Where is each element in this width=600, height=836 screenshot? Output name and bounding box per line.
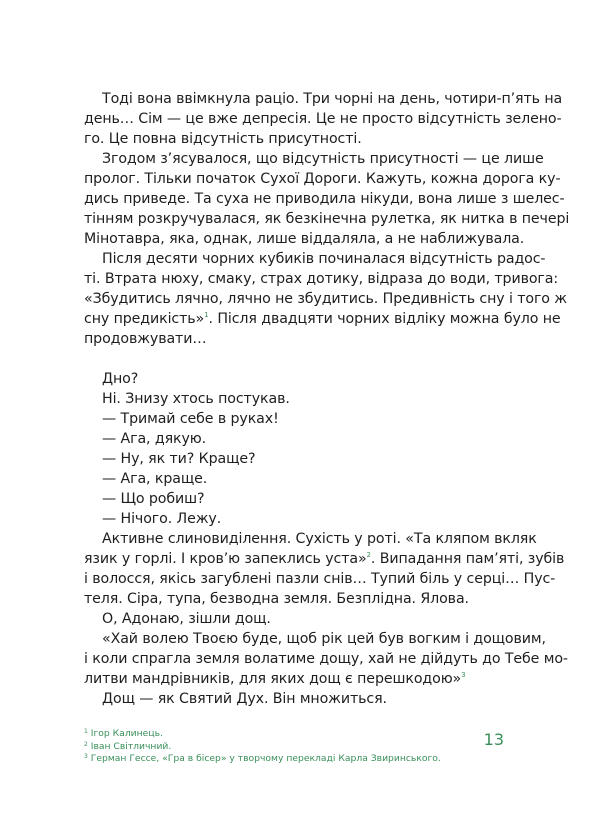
text-line: і волосся, якісь загублені пазли снів… Тупий біль у серці… Пус- <box>84 571 556 587</box>
text-line: Дно? <box>102 371 139 387</box>
text-line <box>84 669 504 689</box>
footnotes <box>84 728 504 766</box>
text-line: дись приведе. Та суха не приводила нікуди, вона лише з шелес- <box>84 191 565 207</box>
text-line: го. Це повна відсутність присутності. <box>84 131 362 147</box>
text-line: Тоді вона ввімкнула раціо. Три чорні на день, чотири-п’ять на <box>102 91 563 107</box>
text-fragment: . Випадання пам’яті, зубів <box>370 551 565 567</box>
dialogue-line: — Що робиш? <box>102 491 205 507</box>
footnote-ref-3: 3 <box>461 671 466 679</box>
text-fragment: . Після двадцяти чорних відліку можна було не <box>208 311 561 327</box>
text-line: Мінотавра, яка, однак, лише віддаляла, а не наближувала. <box>84 231 525 247</box>
text-line: «Хай волею Твоєю буде, щоб рік цей був вогким і дощовим, <box>102 631 546 647</box>
footnote-text: Іван Світличний. <box>90 740 172 752</box>
text-line <box>84 549 565 569</box>
dialogue-line: — Нічого. Лежу. <box>102 511 222 527</box>
text-fragment: сну предикість» <box>84 311 205 327</box>
text-line: і коли спрагла земля волатиме дощу, хай не дійдуть до Тебе мо- <box>84 651 568 667</box>
body-text <box>84 89 570 709</box>
dialogue-line: — Тримай себе в руках! <box>102 411 279 427</box>
text-line: Згодом з’ясувалося, що відсутність присутності — це лише <box>102 151 544 167</box>
dialogue-line: — Ага, краще. <box>102 471 208 487</box>
footnote-mark: 2 <box>84 740 88 748</box>
footnote <box>84 728 504 741</box>
page-number: 13 <box>483 730 504 749</box>
footnote-text: Герман Гессе, «Гра в бісер» у творчому перекладі Карла Звиринського. <box>90 753 441 764</box>
text-line: О, Адонаю, зішли дощ. <box>102 611 271 627</box>
text-line <box>84 309 561 329</box>
text-line: день… Сім — це вже депресія. Це не просто відсутність зелено- <box>84 111 562 127</box>
footnote-mark: 1 <box>84 728 88 735</box>
footnote <box>84 741 504 754</box>
text-line: «Збудитись лячно, лячно не збудитись. Предивність сну і того ж <box>84 291 567 307</box>
text-line: Після десяти чорних кубиків починалася відсутність радос- <box>102 251 546 267</box>
footnote-ref-1: 1 <box>204 311 209 319</box>
footnote <box>84 753 504 766</box>
paragraph-gap <box>84 349 504 369</box>
footnote-ref-2: 2 <box>366 551 371 559</box>
text-line: продовжувати… <box>84 331 207 347</box>
text-line: Ні. Знизу хтось постукав. <box>102 391 290 407</box>
text-line: пролог. Тільки початок Сухої Дороги. Кажуть, кожна дорога ку- <box>84 171 561 187</box>
footnote-mark: 3 <box>84 753 88 760</box>
text-line: Активне слиновиділення. Сухість у роті. «Та кляпом вкляк <box>102 531 537 547</box>
text-line: теля. Сіра, тупа, безводна земля. Безплідна. Ялова. <box>84 591 469 607</box>
footnote-text: Ігор Калинець. <box>90 728 163 739</box>
dialogue-line: — Ага, дякую. <box>102 431 207 447</box>
text-line: Дощ — як Святий Дух. Він множиться. <box>102 691 387 707</box>
text-line: тінням розкручувалася, як безкінечна рулетка, як нитка в печері <box>84 211 570 227</box>
text-line: ті. Втрата нюху, смаку, страх дотику, відраза до води, тривога: <box>84 271 559 287</box>
text-fragment: язик у горлі. І кров’ю запеклись уста» <box>84 551 367 567</box>
dialogue-line: — Ну, як ти? Краще? <box>102 451 256 467</box>
text-fragment: литви мандрівників, для яких дощ є перешкодою» <box>84 671 462 687</box>
